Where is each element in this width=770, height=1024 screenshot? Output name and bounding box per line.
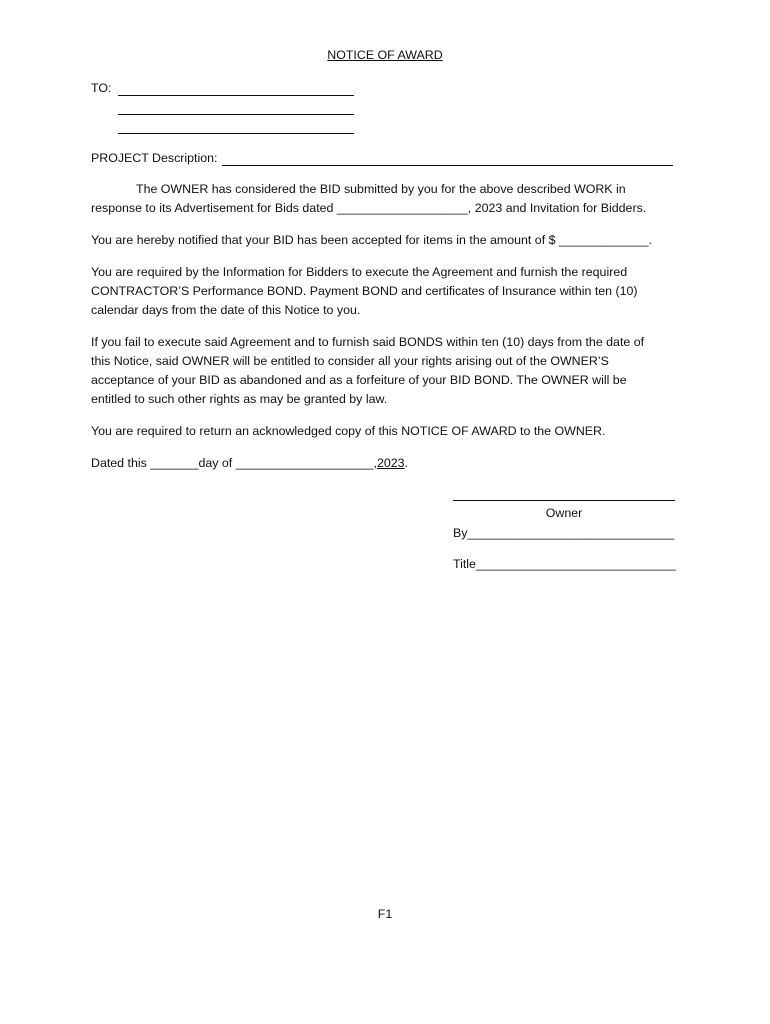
dated-year: 2023 — [376, 456, 405, 470]
dated-prefix: Dated this _______day of ____________________, — [91, 456, 377, 470]
page-footer: F1 — [377, 907, 393, 921]
paragraph-4-line-3: acceptance of your BID as abandoned and as a forfeiture of your BID BOND. The OWNER will be — [91, 373, 627, 387]
paragraph-4-line-4: entitled to such other rights as may be granted by law. — [91, 392, 388, 406]
paragraph-4-line-1: If you fail to execute said Agreement and to furnish said BONDS within ten (10) days from the date of — [91, 335, 645, 349]
document-title: NOTICE OF AWARD — [327, 48, 443, 62]
paragraph-3-line-1: You are required by the Information for Bidders to execute the Agreement and furnish the required — [91, 265, 628, 279]
project-description-label: PROJECT Description: — [91, 151, 218, 165]
paragraph-4-line-2: this Notice, said OWNER will be entitled to consider all your rights arising out of the OWNER’S — [91, 354, 609, 368]
to-line-1 — [118, 95, 354, 96]
dated-line — [91, 454, 408, 473]
dated-suffix: . — [404, 456, 408, 470]
to-label: TO: — [91, 81, 112, 95]
to-line-3 — [118, 133, 354, 134]
owner-signature-line — [453, 500, 675, 501]
owner-label: Owner — [545, 506, 583, 520]
project-description-line — [222, 165, 673, 166]
by-signature-line: By______________________________ — [453, 526, 675, 540]
title-signature-line: Title_____________________________ — [453, 557, 676, 571]
paragraph-1-line-1: The OWNER has considered the BID submitted by you for the above described WORK in — [136, 182, 626, 196]
paragraph-3-line-3: calendar days from the date of this Notice to you. — [91, 303, 361, 317]
paragraph-1-line-2: response to its Advertisement for Bids dated ___________________, 2023 and Invitation for Bidders. — [91, 201, 647, 215]
to-line-2 — [118, 114, 354, 115]
paragraph-2: You are hereby notified that your BID has been accepted for items in the amount of $ _____________. — [91, 233, 652, 247]
paragraph-5: You are required to return an acknowledged copy of this NOTICE OF AWARD to the OWNER. — [91, 424, 606, 438]
paragraph-3-line-2: CONTRACTOR’S Performance BOND. Payment BOND and certificates of Insurance within ten (10) — [91, 284, 638, 298]
